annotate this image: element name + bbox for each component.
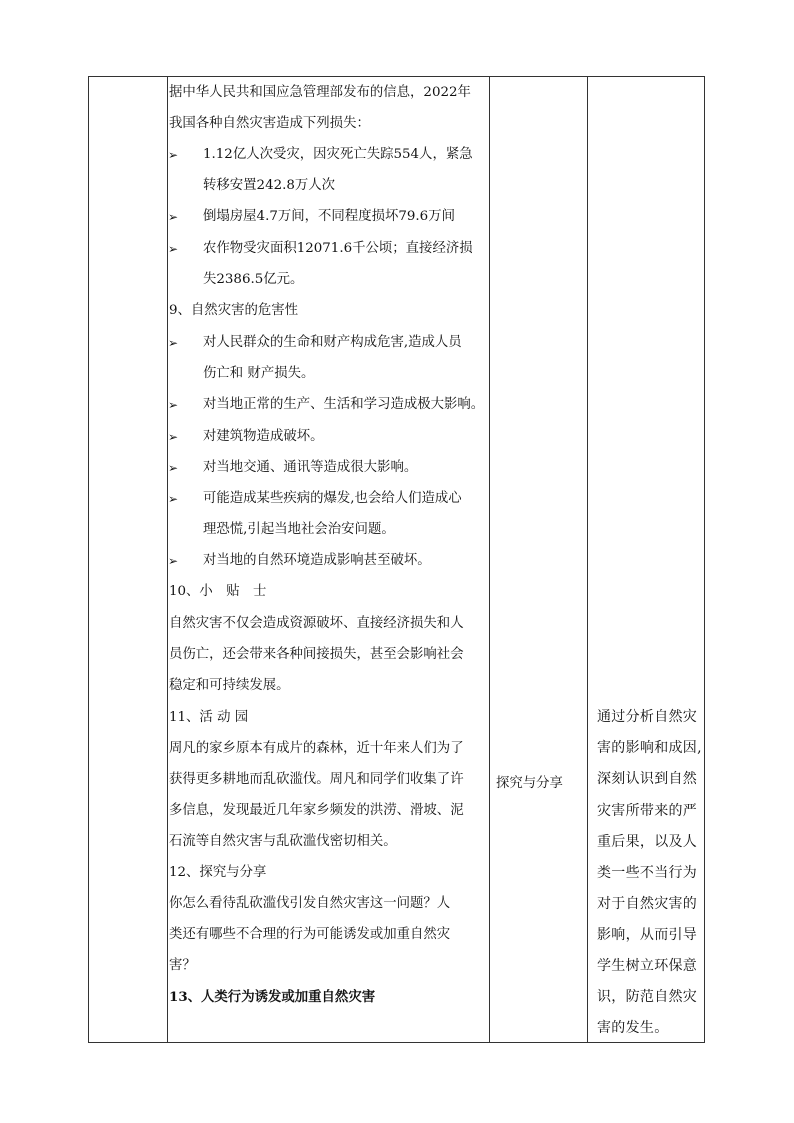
- text-line: 影响，从而引导: [597, 927, 698, 943]
- section-heading: 10、小 贴 士: [169, 584, 267, 599]
- text-line: 倒塌房屋4.7万间，不同程度损坏79.6万间: [203, 209, 455, 224]
- text-line: 重后果，以及人: [597, 834, 698, 850]
- column-divider: [489, 77, 490, 1042]
- text-line: 获得更多耕地而乱砍滥伐。周凡和同学们收集了许: [169, 772, 464, 787]
- text-line: 害的发生。: [597, 1020, 669, 1036]
- text-line: 周凡的家乡原本有成片的森林，近十年来人们为了: [169, 741, 464, 756]
- text-line: 害的影响和成因,: [597, 740, 702, 756]
- text-line: 灾害所带来的严: [597, 803, 698, 819]
- text-line: 转移安置242.8万人次: [203, 178, 336, 193]
- bullet-arrow-icon: ➢: [168, 461, 179, 475]
- bullet-arrow-icon: ➢: [168, 554, 179, 568]
- section-heading: 11、活 动 园: [169, 710, 249, 725]
- text-line: 据中华人民共和国应急管理部发布的信息，2022年: [169, 85, 471, 100]
- section-heading: 13、人类行为诱发或加重自然灾害: [169, 989, 376, 1005]
- text-line: 类还有哪些不合理的行为可能诱发或加重自然灾: [169, 927, 451, 942]
- text-line: 通过分析自然灾: [597, 709, 698, 725]
- bullet-arrow-icon: ➢: [168, 210, 179, 224]
- text-line: 深刻认识到自然: [597, 771, 698, 787]
- text-line: 自然灾害不仅会造成资源破坏、直接经济损失和人: [169, 616, 464, 631]
- text-line: 你怎么看待乱砍滥伐引发自然灾害这一问题？人: [169, 896, 451, 911]
- text-line: 失2386.5亿元。: [203, 272, 304, 287]
- text-line: 石流等自然灾害与乱砍滥伐密切相关。: [169, 834, 397, 849]
- text-line: 我国各种自然灾害造成下列损失：: [169, 116, 370, 131]
- text-line: 识，防范自然灾: [597, 989, 698, 1005]
- text-line: 可能造成某些疾病的爆发,也会给人们造成心: [203, 491, 462, 506]
- section-heading: 12、探究与分享: [169, 865, 267, 880]
- text-line: 伤亡和 财产损失。: [203, 366, 315, 381]
- text-line: 学生树立环保意: [597, 958, 698, 974]
- text-line: 对当地正常的生产、生活和学习造成极大影响。: [203, 397, 485, 412]
- bullet-arrow-icon: ➢: [168, 430, 179, 444]
- text-line: 多信息，发现最近几年家乡频发的洪涝、滑坡、泥: [169, 803, 464, 818]
- section-heading: 9、自然灾害的危害性: [169, 303, 299, 318]
- text-line: 对人民群众的生命和财产构成危害,造成人员: [203, 335, 462, 350]
- text-line: 稳定和可持续发展。: [169, 678, 290, 693]
- bullet-arrow-icon: ➢: [168, 242, 179, 256]
- text-line: 员伤亡，还会带来各种间接损失，甚至会影响社会: [169, 647, 464, 662]
- text-line: 对当地交通、通讯等造成很大影响。: [203, 460, 418, 475]
- activity-cell-text: 探究与分享: [496, 776, 563, 791]
- text-line: 农作物受灾面积12071.6千公顷；直接经济损: [203, 241, 473, 256]
- text-line: 对建筑物造成破坏。: [203, 429, 324, 444]
- text-line: 对当地的自然环境造成影响甚至破坏。: [203, 553, 431, 568]
- column-divider: [587, 77, 588, 1042]
- text-line: 对于自然灾害的: [597, 896, 698, 912]
- bullet-arrow-icon: ➢: [168, 398, 179, 412]
- text-line: 1.12亿人次受灾，因灾死亡失踪554人，紧急: [203, 147, 473, 162]
- bullet-arrow-icon: ➢: [168, 148, 179, 162]
- text-line: 害？: [169, 958, 196, 973]
- lesson-table: [88, 76, 705, 1043]
- bullet-arrow-icon: ➢: [168, 336, 179, 350]
- bullet-arrow-icon: ➢: [168, 492, 179, 506]
- text-line: 类一些不当行为: [597, 865, 698, 881]
- text-line: 理恐慌,引起当地社会治安问题。: [203, 522, 395, 537]
